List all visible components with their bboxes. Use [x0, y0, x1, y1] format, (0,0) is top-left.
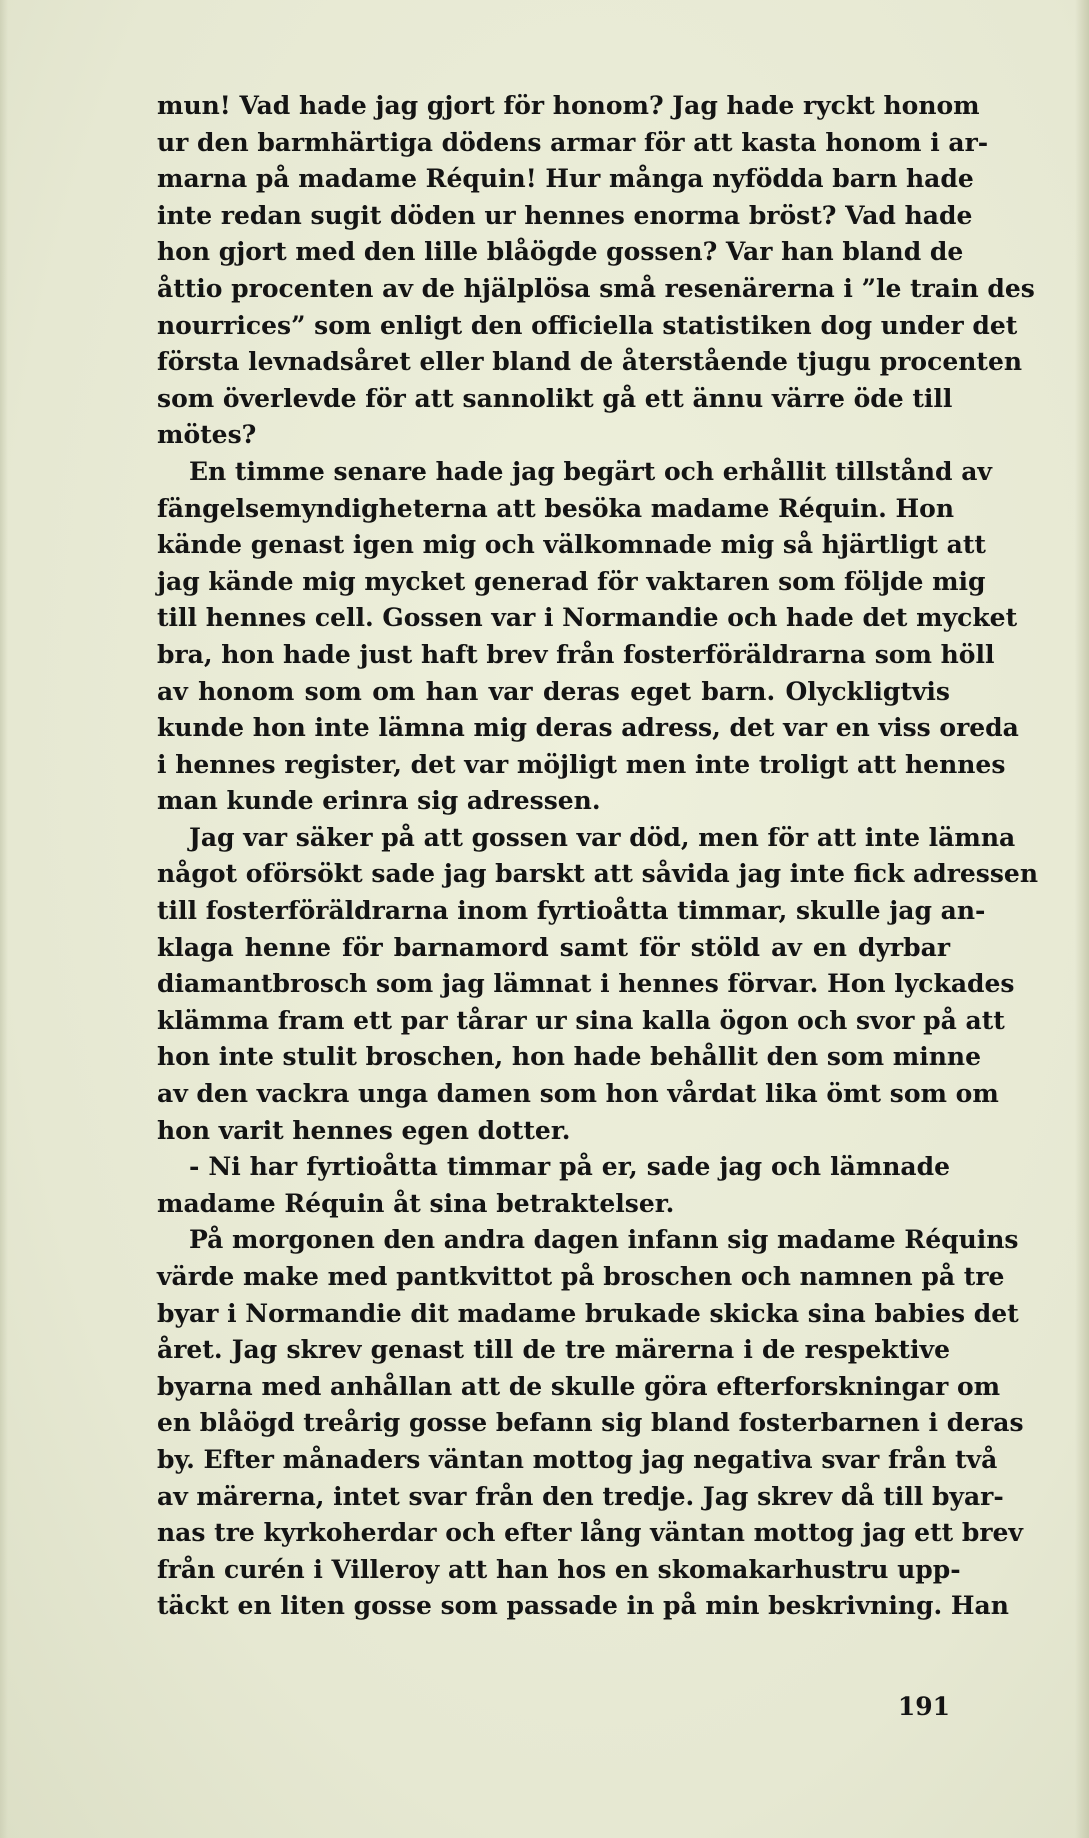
text-line: jag kände mig mycket generad för vaktaren som följde mig	[157, 566, 986, 596]
text-line: hon varit hennes egen dotter.	[157, 1115, 571, 1145]
text-line: hon gjort med den lille blåögde gossen? Var han bland de	[157, 237, 964, 267]
text-line: En timme senare hade jag begärt och erhållit tillstånd av	[189, 456, 992, 486]
text-line: första levnadsåret eller bland de återstående tjugu procenten	[157, 347, 1023, 377]
text-line: mötes?	[157, 420, 257, 450]
body-text	[157, 88, 1039, 1625]
page-left-shadow	[0, 0, 8, 1838]
text-line: mun! Vad hade jag gjort för honom? Jag hade ryckt honom	[157, 91, 980, 120]
text-line: inte redan sugit döden ur hennes enorma bröst? Vad hade	[157, 200, 973, 230]
text-line: åttio procenten av de hjälplösa små resenärerna i ”le train des	[157, 273, 1035, 303]
text-line: - Ni har fyrtioåtta timmar på er, sade jag och lämnade	[189, 1152, 950, 1182]
text-line: by. Efter månaders väntan mottog jag negativa svar från två	[157, 1444, 998, 1474]
page-number: 191	[897, 1692, 950, 1721]
text-line: året. Jag skrev genast till de tre märerna i de respektive	[157, 1335, 950, 1365]
text-line: kunde hon inte lämna mig deras adress, det var en viss oreda	[157, 713, 1019, 743]
text-line: som överlevde för att sannolikt gå ett ännu värre öde till	[157, 383, 953, 413]
text-line: en blåögd treårig gosse befann sig bland fosterbarnen i deras	[157, 1408, 1024, 1438]
text-line: byar i Normandie dit madame brukade skicka sina babies det	[157, 1298, 1019, 1328]
text-line: av den vackra unga damen som hon vårdat lika ömt som om	[157, 1079, 999, 1109]
text-line: i hennes register, det var möjligt men inte troligt att hennes	[157, 749, 1006, 779]
text-line: klaga henne för barnamord samt för stöld av en dyrbar	[157, 932, 950, 962]
text-line: något oförsökt sade jag barskt att såvida jag inte fick adressen	[157, 859, 1039, 889]
text-line: ur den barmhärtiga dödens armar för att kasta honom i ar-	[157, 127, 989, 157]
text-line: fängelsemyndigheterna att besöka madame Réquin. Hon	[157, 493, 955, 523]
text-line: nas tre kyrkoherdar och efter lång väntan mottog jag ett brev	[157, 1518, 1023, 1548]
text-line: diamantbrosch som jag lämnat i hennes förvar. Hon lyckades	[157, 969, 1015, 999]
text-line: nourrices” som enligt den officiella statistiken dog under det	[157, 310, 1018, 340]
text-line: hon inte stulit broschen, hon hade behållit den som minne	[157, 1042, 981, 1072]
text-line: bra, hon hade just haft brev från fosterföräldrarna som höll	[157, 639, 995, 669]
text-line: till hennes cell. Gossen var i Normandie och hade det mycket	[157, 603, 1018, 633]
text-line: På morgonen den andra dagen infann sig madame Réquins	[189, 1225, 1019, 1255]
text-line: av märerna, intet svar från den tredje. Jag skrev då till byar-	[157, 1481, 1004, 1511]
text-line: Jag var säker på att gossen var död, men för att inte lämna	[189, 822, 1016, 852]
text-line: klämma fram ett par tårar ur sina kalla ögon och svor på att	[157, 1005, 1005, 1035]
text-line: täckt en liten gosse som passade in på min beskrivning. Han	[157, 1591, 1009, 1621]
page-right-shadow	[1075, 0, 1089, 1838]
text-line: madame Réquin åt sina betraktelser.	[157, 1188, 675, 1218]
text-line: marna på madame Réquin! Hur många nyfödda barn hade	[157, 164, 974, 194]
text-line: värde make med pantkvittot på broschen och namnen på tre	[157, 1262, 1005, 1291]
text-line: av honom som om han var deras eget barn. Olyckligtvis	[157, 676, 950, 706]
text-line: från curén i Villeroy att han hos en skomakarhustru upp-	[157, 1554, 961, 1584]
text-line: till fosterföräldrarna inom fyrtioåtta timmar, skulle jag an-	[157, 896, 986, 926]
text-line: man kunde erinra sig adressen.	[157, 786, 601, 816]
text-line: byarna med anhållan att de skulle göra efterforskningar om	[157, 1371, 1001, 1401]
text-line: kände genast igen mig och välkomnade mig så hjärtligt att	[157, 530, 986, 560]
